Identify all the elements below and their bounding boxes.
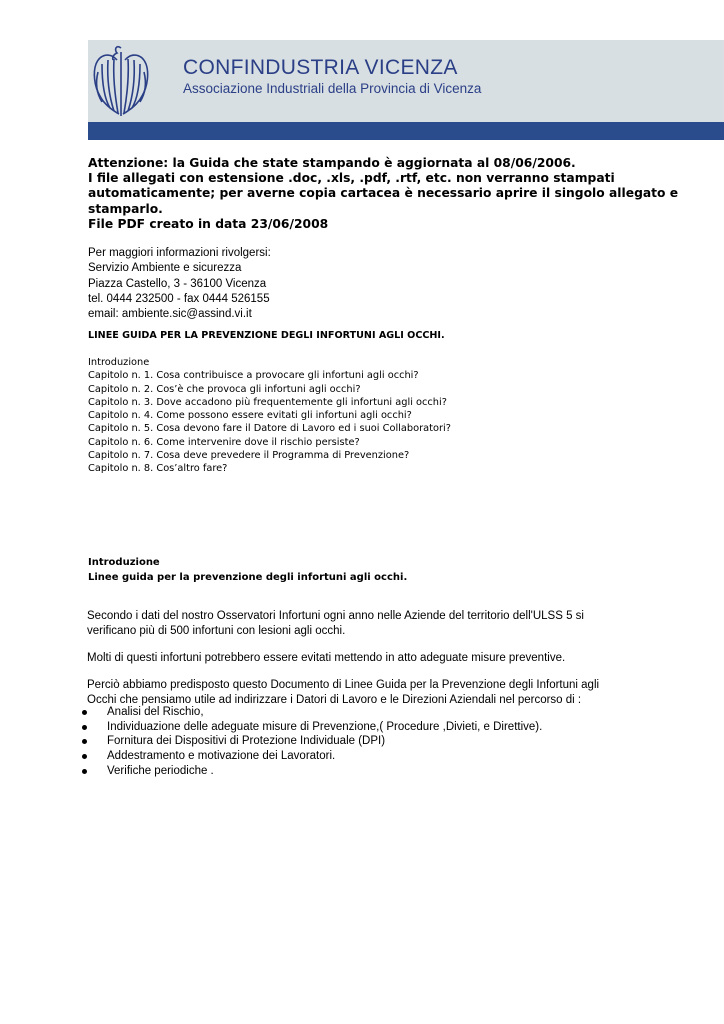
paragraph-line: Perciò abbiamo predisposto questo Documento di Linee Guida per la Prevenzione degli Infortuni agli xyxy=(87,679,600,691)
contact-email: email: ambiente.sic@assind.vi.it xyxy=(88,308,252,321)
bullet-item xyxy=(80,764,542,779)
paragraph-prevention xyxy=(87,651,565,666)
letterhead xyxy=(88,40,724,140)
contact-line: tel. 0444 232500 - fax 0444 526155 xyxy=(88,292,270,305)
print-notice xyxy=(88,156,688,232)
notice-line: automaticamente; per averne copia cartacea è necessario aprire il singolo allegato e xyxy=(88,186,679,201)
toc-item: Capitolo n. 5. Cosa devono fare il Datore di Lavoro ed i suoi Collaboratori? xyxy=(88,423,451,435)
bullet-icon xyxy=(82,754,87,759)
bullet-text: Fornitura dei Dispositivi di Protezione Individuale (DPI) xyxy=(107,735,386,748)
contact-line: Servizio Ambiente e sicurezza xyxy=(88,262,242,275)
intro-heading-block xyxy=(88,556,407,585)
table-of-contents xyxy=(88,356,451,476)
toc-item: Capitolo n. 3. Dove accadono più frequentemente gli infortuni agli occhi? xyxy=(88,396,447,408)
bullet-item xyxy=(80,734,542,749)
toc-item: Introduzione xyxy=(88,357,150,368)
contact-line: Per maggiori informazioni rivolgersi: xyxy=(88,247,271,259)
confindustria-eagle-logo-icon xyxy=(90,42,152,120)
org-subtitle: Associazione Industriali della Provincia di Vicenza xyxy=(183,81,482,96)
paragraph-line: verificano più di 500 infortuni con lesioni agli occhi. xyxy=(87,625,346,638)
bullet-icon xyxy=(82,725,87,730)
notice-line: File PDF creato in data 23/06/2008 xyxy=(88,216,329,231)
notice-line: stamparlo. xyxy=(88,201,163,216)
org-name: CONFINDUSTRIA VICENZA xyxy=(183,56,458,79)
bullet-icon xyxy=(82,710,87,715)
toc-item: Capitolo n. 7. Cosa deve prevedere il Programma di Prevenzione? xyxy=(88,450,410,462)
letterhead-bar xyxy=(88,122,724,140)
toc-item: Capitolo n. 6. Come intervenire dove il rischio persiste? xyxy=(88,436,360,448)
bullet-list xyxy=(80,705,542,779)
bullet-text: Addestramento e motivazione dei Lavoratori. xyxy=(107,750,336,763)
toc-item: Capitolo n. 8. Cos’altro fare? xyxy=(88,463,228,475)
bullet-item xyxy=(80,749,542,764)
toc-item: Capitolo n. 4. Come possono essere evitati gli infortuni agli occhi? xyxy=(88,410,412,422)
paragraph-line: Secondo i dati del nostro Osservatori Infortuni ogni anno nelle Aziende del territorio dell'ULSS 5 si xyxy=(87,610,584,622)
toc-item: Capitolo n. 1. Cosa contribuisce a provocare gli infortuni agli occhi? xyxy=(88,370,419,382)
bullet-icon xyxy=(82,739,87,744)
bullet-text: Analisi del Rischio, xyxy=(107,706,204,718)
intro-heading: Introduzione xyxy=(88,557,160,568)
paragraph-line: Occhi che pensiamo utile ad indirizzare i Datori di Lavoro e le Direzioni Aziendali nel percorso di : xyxy=(87,694,582,707)
bullet-item xyxy=(80,705,542,720)
bullet-icon xyxy=(82,769,87,774)
document-title: LINEE GUIDA PER LA PREVENZIONE DEGLI INFORTUNI AGLI OCCHI. xyxy=(88,330,445,341)
paragraph-purpose xyxy=(87,678,599,709)
bullet-text: Individuazione delle adeguate misure di Prevenzione,( Procedure ,Divieti, e Direttive). xyxy=(107,720,543,733)
paragraph-statistics xyxy=(87,609,584,640)
toc-item: Capitolo n. 2. Cos’è che provoca gli infortuni agli occhi? xyxy=(88,383,361,395)
bullet-text: Verifiche periodiche . xyxy=(107,764,214,777)
intro-subheading: Linee guida per la prevenzione degli infortuni agli occhi. xyxy=(88,571,408,583)
notice-line: I file allegati con estensione .doc, .xls, .pdf, .rtf, etc. non verranno stampati xyxy=(88,171,615,186)
bullet-item xyxy=(80,720,542,735)
notice-line: Attenzione: la Guida che state stampando è aggiornata al 08/06/2006. xyxy=(88,156,576,170)
contact-line: Piazza Castello, 3 - 36100 Vicenza xyxy=(88,277,267,290)
paragraph-line: Molti di questi infortuni potrebbero essere evitati mettendo in atto adeguate misure preventive. xyxy=(87,652,566,664)
contact-info xyxy=(88,246,271,322)
